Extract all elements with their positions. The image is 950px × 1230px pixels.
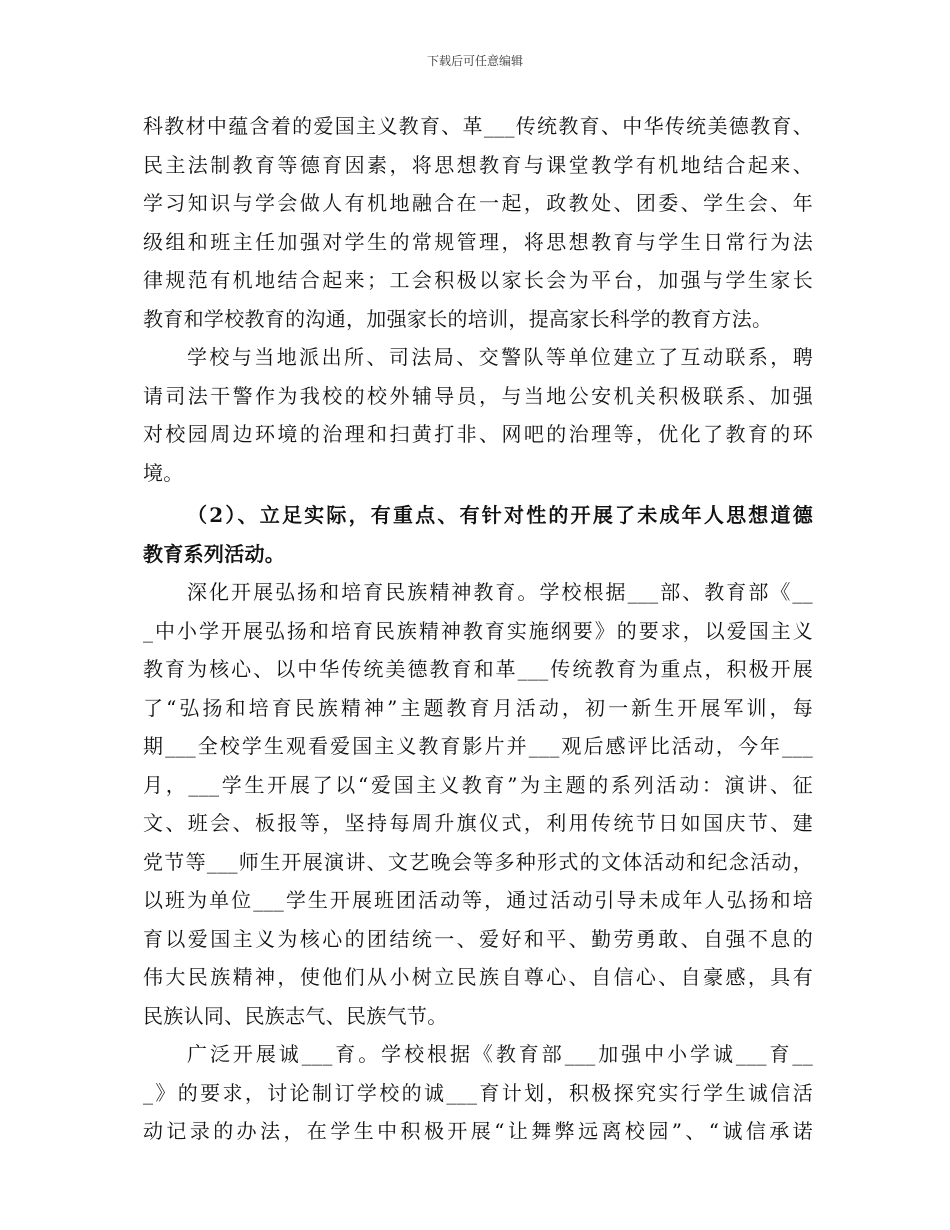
text-line: 广泛开展诚___育。学校根据《教育部___加强中小学诚___育__ bbox=[187, 1042, 813, 1066]
text-line: 文、班会、板报等，坚持每周升旗仪式，利用传统节日如国庆节、建 bbox=[143, 811, 813, 835]
text-line: 月，___学生开展了以“爱国主义教育”为主题的系列活动：演讲、征 bbox=[143, 772, 813, 797]
text-line: 期___全校学生观看爱国主义教育影片并___观后感评比活动，今年___ bbox=[143, 734, 813, 758]
text-line: 律规范有机地结合起来；工会积极以家长会为平台，加强与学生家长 bbox=[143, 268, 813, 292]
paragraph bbox=[143, 1035, 813, 1151]
text-line: 动记录的办法，在学生中积极开展“让舞弊远离校园”、“诚信承诺 bbox=[143, 1119, 813, 1143]
text-line: 科教材中蕴含着的爱国主义教育、革___传统教育、中华传统美德教育、 bbox=[143, 114, 813, 138]
paragraph bbox=[143, 338, 813, 492]
page-header: 下载后可任意编辑 bbox=[426, 54, 523, 68]
text-line: 学校与当地派出所、司法局、交警队等单位建立了互动联系，聘 bbox=[187, 345, 813, 369]
text-line: 育以爱国主义为核心的团结统一、爱好和平、勤劳勇敢、自强不息的 bbox=[143, 926, 813, 951]
text-line: 党节等___师生开展演讲、文艺晚会等多种形式的文体活动和纪念活动， bbox=[143, 849, 813, 874]
paragraph bbox=[143, 573, 813, 1035]
heading-line: 教育系列活动。 bbox=[143, 541, 286, 566]
text-line: 教育为核心、以中华传统美德教育和革___传统教育为重点，积极开展 bbox=[143, 657, 813, 681]
text-line: 伟大民族精神，使他们从小树立民族自尊心、自信心、自豪感，具有 bbox=[143, 965, 813, 989]
text-line: 了“弘扬和培育民族精神”主题教育月活动，初一新生开展军训，每 bbox=[143, 695, 813, 720]
text-line: 对校园周边环境的治理和扫黄打非、网吧的治理等，优化了教育的环 bbox=[143, 422, 813, 446]
section-heading bbox=[143, 496, 813, 573]
text-line: _中小学开展弘扬和培育民族精神教育实施纲要》的要求，以爱国主义 bbox=[143, 618, 813, 643]
document-body bbox=[143, 107, 813, 1151]
text-line: 学习知识与学会做人有机地融合在一起，政教处、团委、学生会、年 bbox=[143, 191, 813, 215]
text-line: _》的要求，讨论制订学校的诚___育计划，积极探究实行学生诚信活 bbox=[143, 1080, 813, 1105]
text-line: 请司法干警作为我校的校外辅导员，与当地公安机关积极联系、加强 bbox=[143, 383, 813, 408]
text-line: 以班为单位___学生开展班团活动等，通过活动引导未成年人弘扬和培 bbox=[143, 888, 813, 912]
text-line: 境。 bbox=[143, 460, 184, 485]
text-line: 民族认同、民族志气、民族气节。 bbox=[143, 1003, 448, 1028]
text-line: 民主法制教育等德育因素，将思想教育与课堂教学有机地结合起来、 bbox=[143, 152, 813, 177]
text-line: 教育和学校教育的沟通，加强家长的培训，提高家长科学的教育方法。 bbox=[143, 306, 773, 331]
text-line: 深化开展弘扬和培育民族精神教育。学校根据___部、教育部《__ bbox=[187, 580, 813, 604]
heading-line: （2）、立足实际，有重点、有针对性的开展了未成年人思想道德 bbox=[187, 503, 813, 527]
text-line: 级组和班主任加强对学生的常规管理，将思想教育与学生日常行为法 bbox=[143, 229, 813, 254]
paragraph bbox=[143, 107, 813, 338]
